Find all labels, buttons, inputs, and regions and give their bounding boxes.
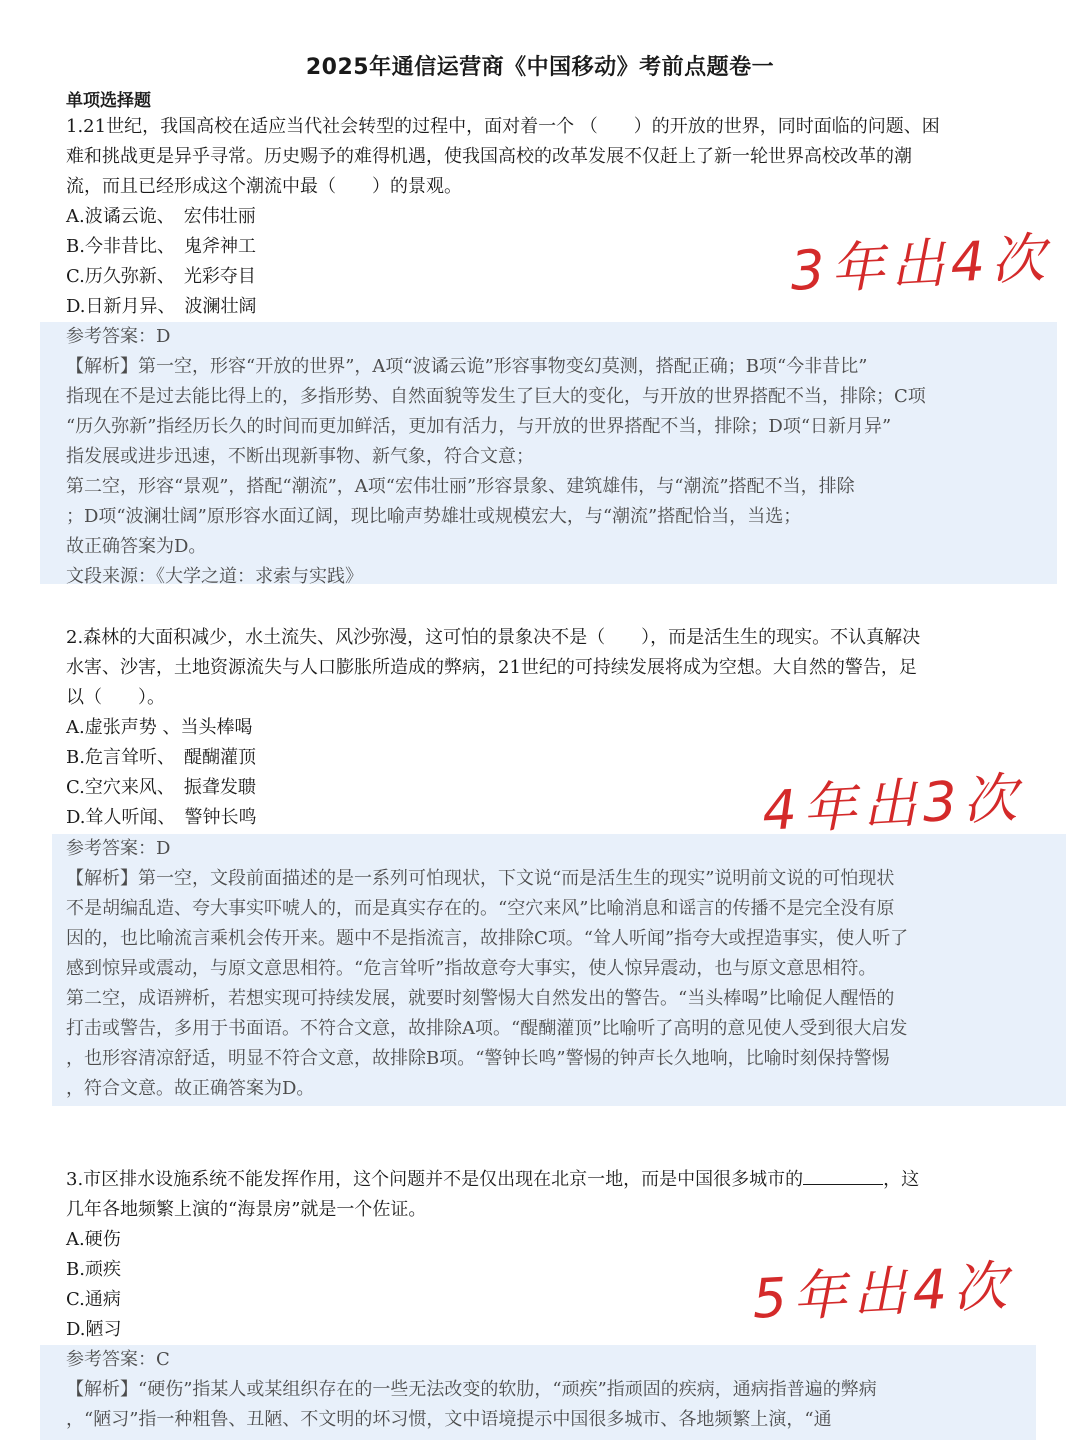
option-c: C.空穴来风、 振聋发聩 [66,777,256,798]
question-stem-line: 1.21世纪，我国高校在适应当代社会转型的过程中，面对着一个 （ ）的开放的世界，同时面临的问题、困 [66,116,940,137]
option-a: A.硬伤 [66,1229,121,1250]
option-b: B.今非昔比、 鬼斧神工 [66,236,256,257]
analysis-line: 指现在不是过去能比得上的，多指形势、自然面貌等发生了巨大的变化，与开放的世界搭配不当，排除；C项 [66,386,926,407]
question-stem-line: 水害、沙害，土地资源流失与人口膨胀所造成的弊病，21世纪的可持续发展将成为空想。大自然的警告，足 [66,657,917,678]
analysis-line: ，符合文意。故正确答案为D。 [66,1078,315,1099]
analysis-line: ，“陋习”指一种粗鲁、丑陋、不文明的坏习惯，文中语境提示中国很多城市、各地频繁上演，“通 [66,1409,832,1430]
option-c: C.通病 [66,1289,121,1310]
analysis-line: 【解析】第一空，形容“开放的世界”，A项“波谲云诡”形容事物变幻莫测，搭配正确；B项“今非昔比” [66,356,868,377]
question-stem-line: 几年各地频繁上演的“海景房”就是一个佐证。 [66,1199,427,1220]
question-stem-line: 2.森林的大面积减少，水土流失、风沙弥漫，这可怕的景象决不是（ ），而是活生生的现实。不认真解决 [66,627,921,648]
analysis-line: “历久弥新”指经历长久的时间而更加鲜活，更加有活力，与开放的世界搭配不当，排除；D项“日新月异” [66,416,892,437]
analysis-line: 因的，也比喻流言乘机会传开来。题中不是指流言，故排除C项。“耸人听闻”指夸大或捏造事实，使人听了 [66,928,909,949]
analysis-line: 【解析】第一空，文段前面描述的是一系列可怕现状，下文说“而是活生生的现实”说明前文说的可怕现状 [66,868,895,889]
question-stem-line: 难和挑战更是异乎寻常。历史赐予的难得机遇，使我国高校的改革发展不仅赶上了新一轮世界高校改革的潮 [66,146,912,167]
page-title: 2025年通信运营商《中国移动》考前点题卷一 [305,55,775,80]
section-heading: 单项选择题 [66,91,151,111]
source-line: 文段来源：《大学之道：求索与实践》 [66,566,363,587]
analysis-line: 感到惊异或震动，与原文意思相符。“危言耸听”指故意夸大事实，使人惊异震动，也与原文意思相符。 [66,958,877,979]
analysis-line: ；D项“波澜壮阔”原形容水面辽阔，现比喻声势雄壮或规模宏大，与“潮流”搭配恰当，当选； [66,506,802,527]
stem-tail: ，这 [883,1169,920,1190]
answer-label: 参考答案：D [66,326,171,347]
option-a: A.波谲云诡、 宏伟壮丽 [66,206,256,227]
option-b: B.危言耸听、 醍醐灌顶 [66,747,256,768]
analysis-line: 打击或警告，多用于书面语。不符合文意，故排除A项。“醍醐灌顶”比喻听了高明的意见使人受到很大启发 [66,1018,908,1039]
analysis-line: 故正确答案为D。 [66,536,207,557]
analysis-line: 指发展或进步迅速，不断出现新事物、新气象，符合文意； [66,446,534,467]
stem-text: 3.市区排水设施系统不能发挥作用，这个问题并不是仅出现在北京一地，而是中国很多城市的 [66,1169,804,1190]
fill-blank [803,1166,883,1185]
handwritten-note: 5年出4次 [750,1254,1015,1331]
analysis-line: ，也形容清凉舒适，明显不符合文意，故排除B项。“警钟长鸣”警惕的钟声长久地响，比喻时刻保持警惕 [66,1048,890,1069]
answer-label: 参考答案：C [66,1349,170,1370]
option-d: D.日新月异、 波澜壮阔 [66,296,257,317]
analysis-line: 第二空，形容“景观”，搭配“潮流”，A项“宏伟壮丽”形容景象、建筑雄伟，与“潮流”搭配不当，排除 [66,476,855,497]
answer-label: 参考答案：D [66,838,171,859]
question-stem-line: 流，而且已经形成这个潮流中最（ ）的景观。 [66,176,462,197]
analysis-line: 第二空，成语辨析，若想实现可持续发展，就要时刻警惕大自然发出的警告。“当头棒喝”比喻促人醒悟的 [66,988,895,1009]
handwritten-note: 4年出3次 [760,766,1025,843]
question-stem-line [66,1165,919,1195]
analysis-line: 不是胡编乱造、夸大事实吓唬人的，而是真实存在的。“空穴来风”比喻消息和谣言的传播不是完全没有原 [66,898,895,919]
option-d: D.耸人听闻、 警钟长鸣 [66,807,257,828]
question-stem-line: 以（ ）。 [66,687,165,708]
option-b: B.顽疾 [66,1259,121,1280]
analysis-line: 【解析】“硬伤”指某人或某组织存在的一些无法改变的软肋，“顽疾”指顽固的疾病，通病指普遍的弊病 [66,1379,877,1400]
option-d: D.陋习 [66,1319,122,1340]
handwritten-note: 3年出4次 [788,226,1053,303]
option-c: C.历久弥新、 光彩夺目 [66,266,256,287]
option-a: A.虚张声势 、当头棒喝 [66,717,253,738]
